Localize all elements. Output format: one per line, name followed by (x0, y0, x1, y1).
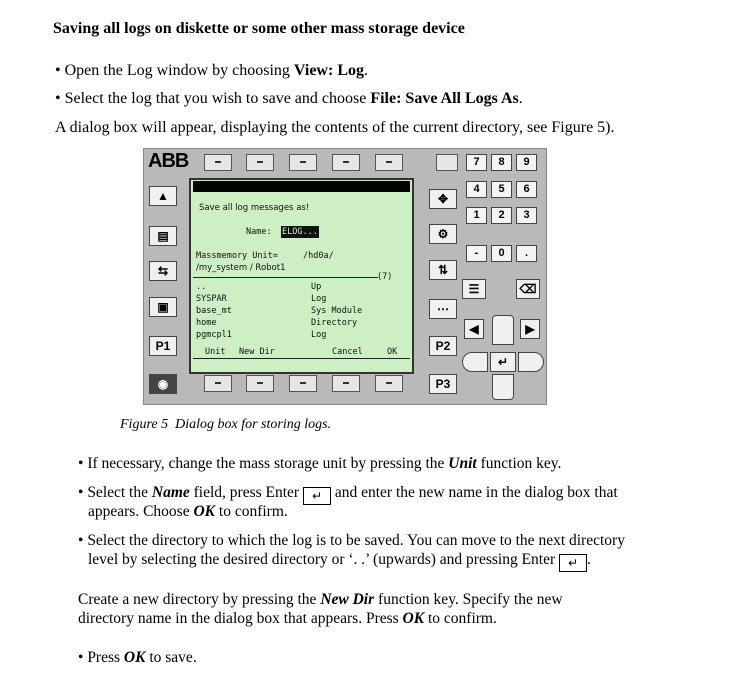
step-directory-line1: • Select the directory to which the log is to be saved. You can move to the next directory (78, 532, 625, 549)
fkey-label-ok: OK (387, 347, 398, 357)
dir-entry: SYSPAR (196, 294, 227, 304)
step-directory-line2: level by selecting the desired directory or ‘. .’ (upwards) and pressing Enter ↵ . (88, 551, 591, 570)
top-fkey-5 (375, 154, 403, 171)
new-dir-line1: Create a new directory by pressing the New Dir function key. Specify the new (78, 591, 563, 608)
dir-type: Up (311, 282, 322, 292)
num-key: 6 (516, 181, 537, 198)
new-dir-line2: directory name in the dialog box that appears. Press OK to confirm. (78, 610, 497, 627)
item-count: (7) (377, 272, 393, 282)
num-key: - (466, 245, 487, 262)
enter-key-icon: ↵ (303, 487, 331, 505)
p3-key: P3 (429, 374, 457, 394)
massmemory-label: Massmemory Unit= (196, 251, 278, 261)
dir-type: Log (311, 330, 327, 340)
program-key-icon: ▤ (149, 226, 177, 246)
prev-key-icon: ◀ (464, 319, 484, 339)
num-key: 9 (516, 154, 537, 171)
divider (193, 277, 378, 278)
dir-entry: home (196, 318, 217, 328)
dir-type: Sys Module (311, 306, 363, 316)
fkey-label-new-dir: New Dir (239, 347, 275, 357)
dir-type: Log (311, 294, 327, 304)
teach-pendant-figure (143, 148, 547, 405)
num-key: 0 (491, 245, 512, 262)
axes-icon: ⇅ (429, 260, 457, 280)
enter-key-icon: ↵ (490, 352, 516, 372)
inputs-key-icon: ⇆ (149, 261, 177, 281)
contrast-key (436, 154, 458, 171)
pendant-display (189, 178, 414, 374)
dir-entry: pgmcpl1 (196, 330, 232, 340)
dots-key-icon: ⋯ (429, 299, 457, 319)
arrow-right-key-icon (518, 352, 544, 372)
abb-logo: ABB (148, 150, 189, 172)
step-name-line2: appears. Choose OK to confirm. (88, 503, 288, 520)
fkey-label-cancel: Cancel (332, 347, 363, 357)
num-key: 5 (491, 181, 512, 198)
bottom-fkey-5 (375, 375, 403, 392)
num-key: 2 (491, 207, 512, 224)
dir-entry: .. (196, 282, 207, 292)
bottom-fkey-3 (289, 375, 317, 392)
delete-key-icon: ⌫ (516, 279, 540, 299)
stop-key-icon: ◉ (149, 374, 177, 394)
arrow-down-key-icon (492, 374, 514, 400)
bottom-fkey-2 (246, 375, 274, 392)
current-path: /my_system / Robot1 (196, 263, 286, 273)
jog-icon: ✥ (429, 189, 457, 209)
arrow-left-key-icon (462, 352, 488, 372)
dialog-title: Save all log messages as! (199, 203, 310, 213)
step-unit: • If necessary, change the mass storage unit by pressing the Unit function key. (78, 455, 562, 472)
p2-key: P2 (429, 336, 457, 356)
enter-key-icon: ↵ (559, 554, 587, 572)
title-bar (193, 181, 410, 192)
fkey-divider (193, 358, 410, 359)
dir-type: Directory (311, 318, 358, 328)
step-save: • Press OK to save. (78, 649, 197, 666)
intro-bullet-2: • Select the log that you wish to save and choose File: Save All Logs As. (55, 90, 523, 107)
top-fkey-3 (289, 154, 317, 171)
p1-key: P1 (149, 336, 177, 356)
num-key: 1 (466, 207, 487, 224)
bottom-fkey-1 (204, 375, 232, 392)
name-label: Name: (246, 227, 272, 237)
arrow-up-key-icon (492, 315, 514, 345)
list-key-icon: ☰ (462, 279, 486, 299)
num-key: 4 (466, 181, 487, 198)
fkey-label-unit: Unit (205, 347, 226, 357)
intro-bullet-1: • Open the Log window by choosing View: Log. (55, 62, 368, 79)
step-name-line1: • Select the Name field, press Enter ↵ and enter the new name in the dialog box that (78, 484, 618, 503)
top-fkey-2 (246, 154, 274, 171)
top-fkey-1 (204, 154, 232, 171)
figure-caption: Figure 5 Dialog box for storing logs. (120, 417, 332, 432)
misc-key-icon: ▣ (149, 297, 177, 317)
next-key-icon: ▶ (520, 319, 540, 339)
bottom-fkey-4 (332, 375, 360, 392)
top-fkey-4 (332, 154, 360, 171)
massmemory-value: /hd0a/ (303, 251, 334, 261)
name-field: ELOG... (282, 227, 318, 237)
dir-entry: base_mt (196, 306, 232, 316)
jog-key-icon: ▲ (149, 186, 177, 206)
num-key: 8 (491, 154, 512, 171)
num-key: . (516, 245, 537, 262)
robot-icon: ⚙ (429, 224, 457, 244)
section-heading: Saving all logs on diskette or some other mass storage device (53, 20, 465, 37)
num-key: 7 (466, 154, 487, 171)
intro-paragraph: A dialog box will appear, displaying the contents of the current directory, see Figure 5). (55, 119, 615, 136)
num-key: 3 (516, 207, 537, 224)
